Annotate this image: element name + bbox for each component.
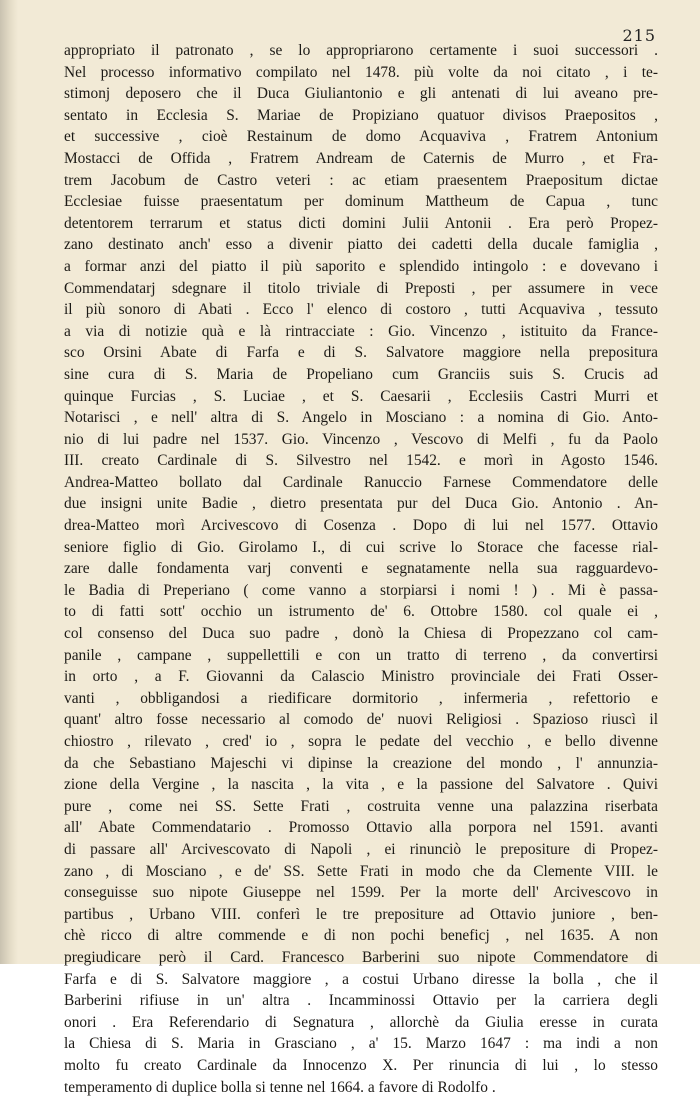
text-line: chiostro , rilevato , cred' io , sopra le pedate del vecchio , e bello divenne [64, 731, 658, 753]
text-line: zano destinato anch' esso a divenir piatto dei cadetti della ducale famiglia , [64, 234, 658, 256]
text-line: di passare all' Arcivescovato di Napoli , ei rinunciò le prepositure di Propez- [64, 839, 658, 861]
text-line: trem Jacobum de Castro veteri : ac etiam praesentem Praepositum dictae [64, 170, 658, 192]
text-line: drea-Matteo morì Arcivescovo di Cosenza . Dopo di lui nel 1577. Ottavio [64, 515, 658, 537]
text-line: sco Orsini Abate di Farfa e di S. Salvatore maggiore nella prepositura [64, 342, 658, 364]
text-line: III. creato Cardinale di S. Silvestro nel 1542. e morì in Agosto 1546. [64, 450, 658, 472]
text-line: chè ricco di altre commende e di non pochi beneficj , nel 1635. A non [64, 925, 658, 947]
text-line: la Chiesa di S. Maria in Grasciano , a' 15. Marzo 1647 : ma indi a non [64, 1033, 658, 1055]
text-line: et successive , cioè Restainum de domo Acquaviva , Fratrem Antonium [64, 126, 658, 148]
text-line: stimonj deposero che il Duca Giuliantonio e gli antenati di lui aveano pre- [64, 83, 658, 105]
text-line: to di fatti sott' occhio un istrumento de' 6. Ottobre 1580. col quale ei , [64, 601, 658, 623]
text-line: zare dalle fondamenta varj conventi e segnatamente nella sua ragguardevo- [64, 558, 658, 580]
text-line: Barberini rifiuse in un' altra . Incamminossi Ottavio per la carriera degli [64, 990, 658, 1012]
text-line: partibus , Urbano VIII. conferì le tre prepositure ad Ottavio juniore , ben- [64, 904, 658, 926]
text-line: in orto , a F. Giovanni da Calascio Ministro provinciale dei Frati Osser- [64, 666, 658, 688]
text-line: zano , di Mosciano , e de' SS. Sette Frati in modo che da Clemente VIII. le [64, 861, 658, 883]
text-line: il più sonoro di Abati . Ecco l' elenco di costoro , tutti Acquaviva , tessuto [64, 299, 658, 321]
text-line: zione della Vergine , la nascita , la vita , e la passione del Salvatore . Quivi [64, 774, 658, 796]
text-line: a formar anzi del piatto il più saporito e splendido intingolo : e dovevano i [64, 256, 658, 278]
text-line: le Badia di Preperiano ( come vanno a storpiarsi i nomi ! ) . Mi è passa- [64, 580, 658, 602]
text-line: due insigni unite Badie , dietro presentata pur del Duca Gio. Antonio . An- [64, 493, 658, 515]
text-line: panile , campane , suppellettili e con un tratto di terreno , da convertirsi [64, 645, 658, 667]
text-line: Farfa e di S. Salvatore maggiore , a costui Urbano diresse la bolla , che il [64, 969, 658, 991]
text-line: Notarisci , e nell' altra di S. Angelo in Mosciano : a nomina di Gio. Anto- [64, 407, 658, 429]
text-line: a via di notizie quà e là rintracciate : Gio. Vincenzo , istituito da France- [64, 321, 658, 343]
text-line: onori . Era Referendario di Segnatura , allorchè da Giulia eresse in curata [64, 1012, 658, 1034]
body-text [64, 40, 658, 1098]
text-line: appropriato il patronato , se lo appropriarono certamente i suoi successori . [64, 40, 658, 62]
text-line: Mostacci de Offida , Fratrem Andream de Caternis de Murro , et Fra- [64, 148, 658, 170]
page-gutter-shadow [0, 0, 18, 964]
text-line: Ecclesiae fuisse praesentatum per dominum Mattheum de Capua , tunc [64, 191, 658, 213]
text-line: detentorem terrarum et status dicti domini Julii Antonii . Era però Propez- [64, 213, 658, 235]
text-line: temperamento di duplice bolla si tenne nel 1664. a favore di Rodolfo . [64, 1077, 658, 1098]
text-line: col consenso del Duca suo padre , donò la Chiesa di Propezzano col cam- [64, 623, 658, 645]
text-line: all' Abate Commendatario . Promosso Ottavio alla porpora nel 1591. avanti [64, 817, 658, 839]
text-line: sine cura di S. Maria de Propeliano cum Granciis suis S. Crucis ad [64, 364, 658, 386]
text-line: quant' altro fosse necessario al comodo de' nuovi Religiosi . Spazioso riuscì il [64, 709, 658, 731]
text-line: Commendatarj sdegnare il titolo triviale di Preposti , per assumere in vece [64, 278, 658, 300]
text-line: vanti , obbligandosi a riedificare dormitorio , infermeria , refettorio e [64, 688, 658, 710]
text-line: pure , come nei SS. Sette Frati , costruita venne una palazzina riserbata [64, 796, 658, 818]
text-line: sentato in Ecclesia S. Mariae de Propiziano quatuor divisos Praepositos , [64, 105, 658, 127]
text-line: pregiudicare però il Card. Francesco Barberini suo nipote Commendatore di [64, 947, 658, 969]
text-line: Andrea-Matteo bollato dal Cardinale Ranuccio Farnese Commendatore delle [64, 472, 658, 494]
text-line: conseguisse suo nipote Giuseppe nel 1599. Per la morte dell' Arcivescovo in [64, 882, 658, 904]
text-line: seniore figlio di Gio. Girolamo I., di cui scrive lo Storace che facesse rial- [64, 537, 658, 559]
page-number: 215 [622, 26, 656, 45]
text-line: nio di lui padre nel 1537. Gio. Vincenzo , Vescovo di Melfi , fu da Paolo [64, 429, 658, 451]
text-line: quinque Furcias , S. Luciae , et S. Caesarii , Ecclesiis Castri Murri et [64, 386, 658, 408]
text-line: molto fu creato Cardinale da Innocenzo X. Per rinuncia di lui , lo stesso [64, 1055, 658, 1077]
text-line: da che Sebastiano Majeschi vi dipinse la creazione del mondo , l' annunzia- [64, 753, 658, 775]
text-line: Nel processo informativo compilato nel 1478. più volte da noi citato , i te- [64, 62, 658, 84]
